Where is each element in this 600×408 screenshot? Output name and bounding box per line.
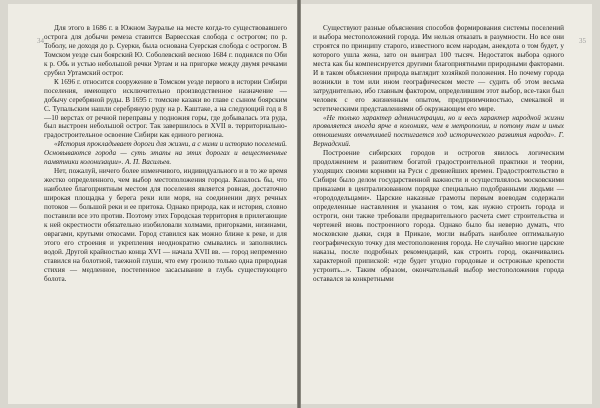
page-number: 34 (37, 37, 44, 45)
paragraph: Существуют разные объяснения способов формирования системы поселений и выбора местоположений города. Им нельзя отказать в разумности. Но все они строятся по принципу старого, известного всем народам, анекдота о том будет, у которого ушла жена, зато он выиграл 100 тысяч. Недостаток выбора одного места как бы компенсируется другими благоприятными природными факторами. И в таком объяснении природа выглядит хозяйкой положения. Но почему города возникли в том или ином географическом месте — судить об этом весьма затруднительно, ибо главным фактором, определившим этот выбор, все-таки был человек с его жизненным опытом, предприимчивостью, смекалкой и эстетическими представлениями об окружающем его мире. (313, 24, 564, 113)
paragraph: Построение сибирских городов и острогов явилось логическим продолжением и развитием богатой градостроительной практики и теории, уходящих своими корнями на Руси с древнейших времен. Градостроительство в Сибири было делом государственной важности и осуществлялось московскими приказами в централизованном порядке специально подобранными людьми — «горододельцами». Царские наказные грамоты первым воеводам содержали определенные наставления и указания о том, как нужно строить города и остроги, они также требовали предварительного расчета смет строительства и чертежей вновь построенного города. Однако было бы неверно думать, что московские дьяки, сидя в Приказе, могли выбрать наиболее оптимальную географическую точку для местоположения города. Не случайно многие царские наказы, после подробных рекомендаций, как строить город, оканчивались характерной припиской: «где будет угодно городовые и острожные крепости устроить...». Таким образом, окончательный выбор местоположения города оставался за конкретными (313, 149, 564, 283)
paragraph: Нет, пожалуй, ничего более изменчивого, индивидуального и в то же время жестко определенного, чем выбор местоположения города. Казалось бы, что наиболее благоприятным местом для поселения является ровная, достаточно широкая площадка у берега реки или моря, на соединении двух речных потоков — большой реки и ее притока. Однако природа, как и история, словно поставили все это против. Поэтому этих Городская территория в прилегающие к ней окрестности обязательно изобиловали холмами, пригорками, низинами, оврагами, крутыми откосами. Город ставился как можно ближе к реке, и для этого его строения и укрепления неоднократно смывались и заполнялись водой. Другой крайностью конца XVI — начала XVII вв. — город непременно ставился на болотной, таежной глуши, что ему грозило только одна природная стихия — медленное, постепенное засасывание в глубь существующего болота. (44, 167, 287, 283)
epigraph-text: «Не только характер администрации, но и весь характер народной жизни проявляется иногда ярче в колониях, чем в метрополии, и потому там и иных отношениях отчетливей постигается ход исторического развития народа». (313, 113, 564, 140)
right-page (301, 4, 592, 404)
epigraph-text: «История прокладывает дороги для жизни, а с ними и историю поселений. Основываются города — суть этапы на этих дорогах и вещественные памятники колонизации». (44, 140, 287, 167)
epigraph (44, 140, 287, 167)
page-number: 35 (579, 37, 586, 45)
epigraph-author: Г. Вернадский. (313, 131, 564, 149)
epigraph-author: А. П. Васильев. (125, 158, 172, 167)
left-page (8, 4, 297, 404)
paragraph: К 1696 г. относится сооружение в Томском уезде первого в истории Сибири поселения, имеющего исключительно производственное назначение — добычу серебряной руды. В 1695 г. томские казаки во главе с сыном боярским С. Тупальским нашли серебряную руду на р. Каштаке, а на следующий год в 8—10 верстах от речной переправы у подножия горы, где добывалась эта руда, был выстроен небольшой острог. Так завершилось в XVII в. территориально-градостроительное освоение Сибири как единого региона. (44, 77, 287, 140)
epigraph (313, 114, 564, 150)
paragraph: Для этого в 1686 г. в Южном Зауралье на месте когда-то существовавшего острога для добычи ремеза ставится Варвесская слобода с острогом; по р. Тоболу, не доходя до р. Суерки, была основана Суерская слобода с острогом. В Томском уезде сын боярский Ю. Соболевский весною 1684 г. поднялся по Оби к р. Обь и устью небольшой речки Уртам и на пригорке между двумя речками срубил Уртамский острог. (44, 24, 287, 77)
